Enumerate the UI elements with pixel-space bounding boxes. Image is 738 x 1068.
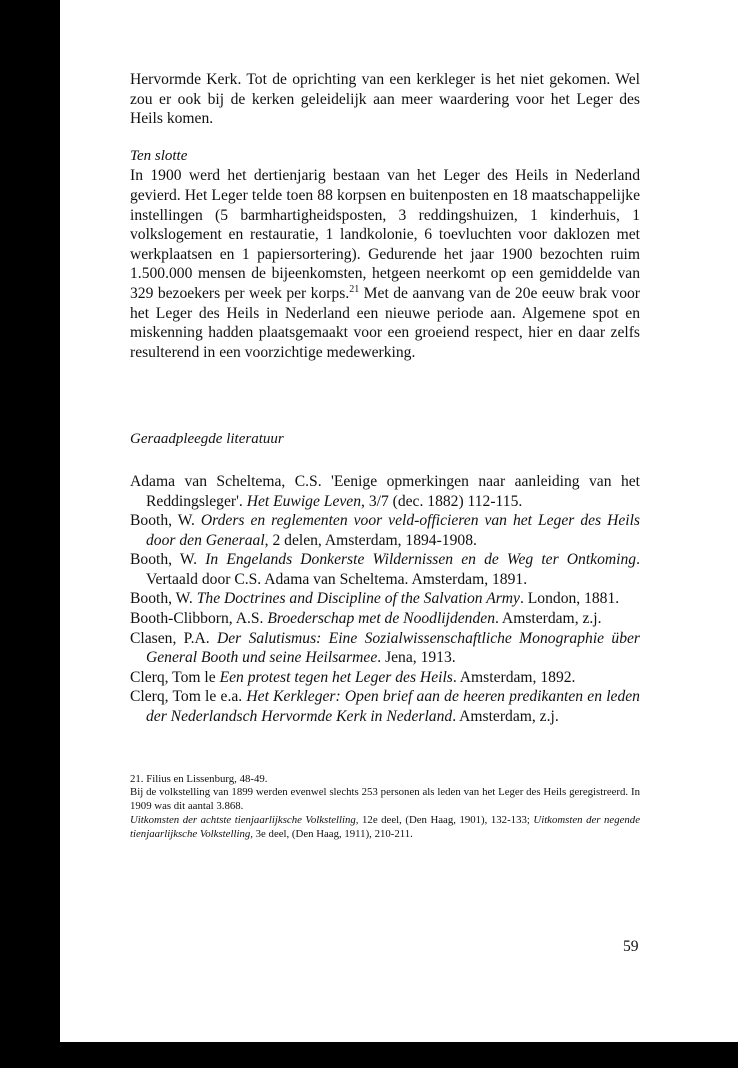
page-content [130, 70, 640, 842]
paragraph-ten-slotte-rest: Met de aanvang van de 20e eeuw brak voor het Leger des Heils in Nederland een nieuwe periode aan. Algemene spot en miskenning hadden plaatsgemaakt voor een groeiend respect, hier en daar zelfs resulterend in een voorzichtige medewerking. [130, 284, 640, 361]
footnotes [130, 773, 640, 842]
bib-entry: Clerq, Tom le e.a. Het Kerkleger: Open brief aan de heeren predikanten en leden der Nederlandsch Hervormde Kerk in Nederland. Amsterdam, z.j. [130, 688, 640, 726]
footnote-sources: Uitkomsten der achtste tienjaarlijksche Volkstelling, 12e deel, (Den Haag, 1901), 132-133; Uitkomsten der negende tienjaarlijksche Volkstelling, 3e deel, (Den Haag, 1911), 210-211. [130, 814, 640, 840]
bib-entry: Clerq, Tom le Een protest tegen het Leger des Heils. Amsterdam, 1892. [130, 668, 576, 686]
footnote-text: Bij de volkstelling van 1899 werden evenwel slechts 253 personen als leden van het Leger des Heils geregistreerd. In 1909 was dit aantal 3.868. [130, 786, 640, 813]
book-page [60, 0, 738, 1042]
bib-entry: Booth, W. In Engelands Donkerste Wildernissen en de Weg ter Ontkoming. Vertaald door C.S. Adama van Scheltema. Amsterdam, 1891. [130, 551, 640, 588]
bib-entry: Booth-Clibborn, A.S. Broederschap met de Noodlijdenden. Amsterdam, z.j. [130, 610, 602, 628]
bibliography-list [130, 472, 640, 727]
footnote-21: 21. Filius en Lissenburg, 48-49. [130, 772, 268, 785]
footnote-ref-21: 21 [349, 283, 360, 295]
paragraph-ten-slotte-main: In 1900 werd het dertienjarig bestaan van het Leger des Heils in Nederland gevierd. Het Leger telde toen 88 korpsen en buitenposten en 18 maatschappelijke instellingen (5 barmhartigheidsposten, 3 reddingshuizen, 1 kinderhuis, 1 volkslogement en restauratie, 1 landkolonie, 6 toevluchten voor daklozen met werkplaatsen en 1 papiersortering). Gedurende het jaar 1900 bezochten ruim 1.500.000 mensen de bijeenkomsten, hetgeen neerkomt op een gemiddelde van 329 bezoekers per week per korps. [130, 167, 640, 302]
bib-entry: Clasen, P.A. Der Salutismus: Eine Sozialwissenschaftliche Monographie über General Booth und seine Heilsarmee. Jena, 1913. [130, 629, 640, 667]
bib-entry: Booth, W. Orders en reglementen voor veld-officieren van het Leger des Heils door den Generaal, 2 delen, Amsterdam, 1894-1908. [130, 512, 640, 549]
heading-literatuur: Geraadpleegde literatuur [130, 431, 284, 448]
bib-entry: Adama van Scheltema, C.S. 'Eenige opmerkingen naar aanleiding van het Reddingsleger'. Het Euwige Leven, 3/7 (dec. 1882) 112-115. [130, 472, 640, 510]
heading-ten-slotte: Ten slotte [130, 147, 188, 164]
paragraph-ten-slotte [130, 166, 640, 362]
paragraph-intro: Hervormde Kerk. Tot de oprichting van een kerkleger is het niet gekomen. Wel zou er ook bij de kerken geleidelijk aan meer waardering voor het Leger des Heils komen. [130, 71, 640, 128]
page-number: 59 [623, 938, 639, 955]
bib-entry: Booth, W. The Doctrines and Discipline of the Salvation Army. London, 1881. [130, 590, 620, 608]
